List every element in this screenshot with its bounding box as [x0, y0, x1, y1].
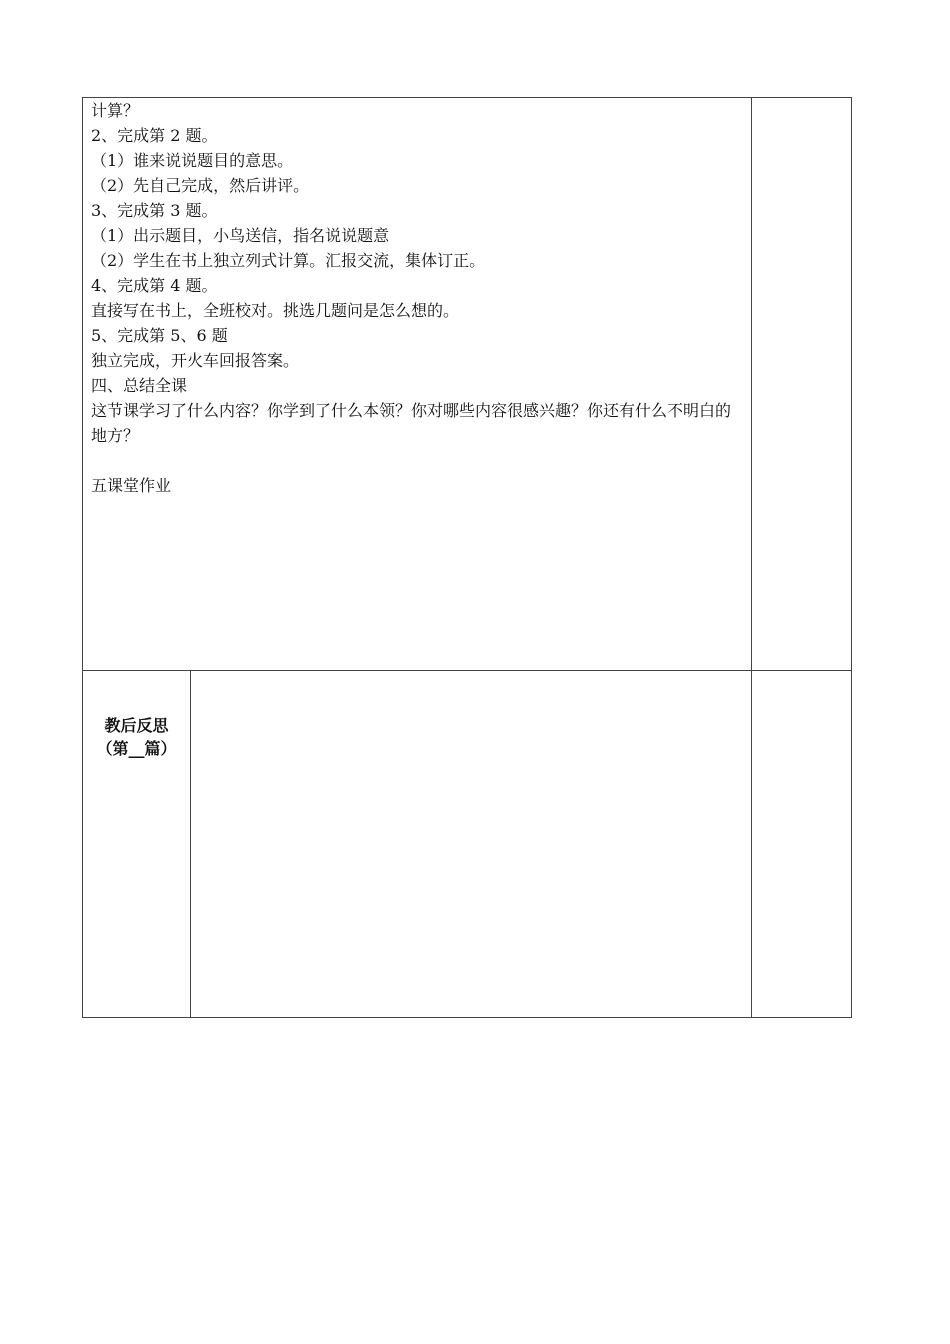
reflection-number: （第__篇）	[96, 739, 177, 758]
content-line: 2、完成第 2 题。	[91, 126, 218, 145]
content-line: 独立完成，开火车回报答案。	[91, 351, 300, 370]
content-line: （2）先自己完成，然后讲评。	[91, 176, 310, 195]
reflection-label-cell	[83, 671, 191, 1018]
section-heading-homework: 五课堂作业	[91, 476, 172, 495]
content-line: 3、完成第 3 题。	[91, 201, 218, 220]
content-line: （1）谁来说说题目的意思。	[91, 151, 294, 170]
content-line: （2）学生在书上独立列式计算。汇报交流，集体订正。	[91, 251, 486, 270]
content-line: 计算？	[91, 101, 140, 120]
content-line: 直接写在书上，全班校对。挑选几题问是怎么想的。	[91, 301, 460, 320]
reflection-title: 教后反思	[104, 716, 169, 735]
lesson-plan-table	[82, 97, 852, 1018]
section-heading-summary: 四、总结全课	[91, 376, 188, 395]
blank-line	[91, 448, 743, 473]
reflection-notes-cell	[751, 671, 851, 1018]
summary-paragraph: 这节课学习了什么内容？你学到了什么本领？你对哪些内容很感兴趣？你还有什么不明白的地方？	[91, 401, 732, 445]
lesson-content-row	[83, 98, 852, 671]
content-line: 5、完成第 5、6 题	[91, 326, 228, 345]
lesson-content-cell	[83, 98, 752, 671]
reflection-row	[83, 671, 852, 1018]
notes-cell	[751, 98, 851, 671]
content-line: （1）出示题目，小鸟送信，指名说说题意	[91, 226, 390, 245]
reflection-body-cell	[191, 671, 752, 1018]
content-line: 4、完成第 4 题。	[91, 276, 218, 295]
